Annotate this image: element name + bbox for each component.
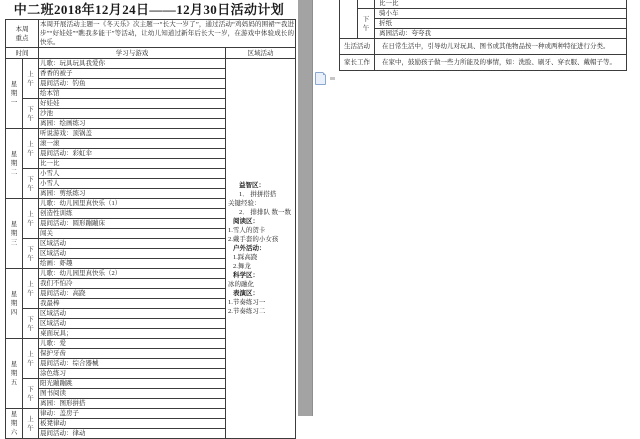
region-line: 2． 排排队 数一数	[239, 209, 291, 216]
header-time: 时间	[6, 48, 39, 59]
life-activity-text: 在日常生活中，引导幼儿对玩具、图书或其他物品按一种或两种特征进行分类。	[375, 39, 627, 55]
activity-cell: 小雪人	[39, 169, 226, 179]
header-learning: 学习与游戏	[39, 48, 226, 59]
region-line: 户外活动：	[233, 245, 266, 252]
activity-cell: 比一比	[39, 159, 226, 169]
activity-cell: 离园：绘画练习	[39, 119, 226, 129]
small-gray-marker-icon	[330, 77, 335, 80]
activity-cell: 晨间活动：圆形蹦蹦床	[39, 219, 226, 229]
activity-cell: 比一比	[375, 0, 627, 9]
header-region: 区域活动	[226, 48, 296, 59]
activity-cell: 区域活动	[39, 319, 226, 329]
day-label-friday: 星期五	[6, 339, 23, 409]
activity-cell: 听说游戏：顶锅盖	[39, 129, 226, 139]
activity-cell: 好娃娃	[39, 99, 226, 109]
region-line: 表演区：	[233, 290, 259, 297]
activity-cell: 折纸	[375, 19, 627, 29]
empty-day-cell	[340, 0, 358, 39]
region-line: 2.戴手套的小女孩	[228, 236, 279, 243]
week-focus-label: 本周重点	[15, 25, 29, 42]
parents-work-label: 家长工作	[340, 55, 375, 71]
pm-label: 下午	[23, 99, 39, 129]
day-label-thursday: 星期四	[6, 269, 23, 339]
am-label: 上午	[23, 129, 39, 169]
activity-cell: 儿歌：玩具玩具我爱你	[39, 59, 226, 69]
activity-cell: 小雪人	[39, 179, 226, 189]
am-label: 上午	[23, 409, 39, 439]
parents-work-text: 在家中，鼓励孩子做一些力所能及的事情，如：洗脸、刷牙、穿衣服、戴帽子等。	[375, 55, 627, 71]
document-page-1	[0, 0, 298, 437]
day-label-monday: 星期一	[6, 59, 23, 129]
week-focus-label-cell	[6, 20, 39, 48]
activity-cell: 离园：剪纸练习	[39, 189, 226, 199]
region-line: 1． 拼拼搭搭	[239, 191, 277, 198]
table-row	[6, 59, 296, 69]
table-row	[340, 9, 627, 19]
region-line: 阅读区：	[233, 218, 259, 225]
am-label: 上午	[23, 59, 39, 99]
day-label-tuesday: 星期二	[6, 129, 23, 199]
activity-cell: 儿歌：幼儿园里真快乐（1）	[39, 199, 226, 209]
activity-cell: 绘画：虾趣	[39, 259, 226, 269]
pm-label: 下午	[358, 9, 375, 39]
region-line: 2.舞龙	[233, 263, 251, 270]
am-label: 上午	[23, 339, 39, 379]
activity-cell: 绘本馆	[39, 89, 226, 99]
weekly-plan-table	[5, 19, 296, 439]
region-line: 益智区：	[239, 182, 265, 189]
region-line: 2.节奏练习二	[228, 308, 266, 315]
activity-cell: 律动：盖房子	[39, 409, 226, 419]
activity-cell: 区域活动	[39, 249, 226, 259]
activity-cell: 我最棒	[39, 299, 226, 309]
activity-cell: 儿歌：爱	[39, 339, 226, 349]
table-row	[340, 55, 627, 71]
activity-cell: 香香的被子	[39, 69, 226, 79]
activity-cell: 滚一滚	[39, 139, 226, 149]
page-gutter	[298, 0, 313, 416]
am-label: 上午	[23, 269, 39, 309]
activity-cell: 晨间活动：律动	[39, 429, 226, 439]
day-label-wednesday: 星期三	[6, 199, 23, 269]
plan-continuation-table	[339, 0, 627, 71]
activity-cell: 图书阅读	[39, 389, 226, 399]
am-label: 上午	[23, 199, 39, 239]
activity-cell: 板凳律动	[39, 419, 226, 429]
region-line: 1.雪人的贺卡	[228, 227, 266, 234]
plan-header-row	[6, 48, 296, 59]
activity-cell: 晨间活动：钓鱼	[39, 79, 226, 89]
activity-cell: 桌面玩具；	[39, 329, 226, 339]
activity-cell: 沙池	[39, 109, 226, 119]
table-row	[340, 19, 627, 29]
week-focus-text: 本周开展活动主题一《冬天乐》次主题一“长大一岁了”，通过活动“鸡妈妈的围裙”“我进步”“好娃娃”“瞧我多能干”等活动，让幼儿知道过新年后长大一岁，在游戏中体验成长的快乐。	[40, 21, 295, 46]
activity-cell: 晨间活动：彩虹伞	[39, 149, 226, 159]
activity-cell: 阳光蹦蹦跳	[39, 379, 226, 389]
region-line: 1.踩高跷	[233, 254, 258, 261]
activity-cell: 涂色练习	[39, 369, 226, 379]
life-activity-label: 生活活动	[340, 39, 375, 55]
region-line: 关键经验：	[228, 200, 261, 207]
activity-cell: 儿歌：幼儿园里真快乐（2）	[39, 269, 226, 279]
activity-cell: 区域活动	[39, 309, 226, 319]
activity-cell: 区域活动	[39, 239, 226, 249]
activity-cell: 保护牙齿	[39, 349, 226, 359]
activity-cell: 创造性训练	[39, 209, 226, 219]
activity-cell: 闯关	[39, 229, 226, 239]
activity-cell: 晨间活动：高跷	[39, 289, 226, 299]
paste-options-icon[interactable]	[315, 72, 326, 85]
activity-cell: 离园活动：夸夸我	[375, 29, 627, 39]
region-line: 1.节奏练习一	[228, 299, 266, 306]
pm-label: 下午	[23, 379, 39, 409]
region-line: 冰的融化	[228, 281, 254, 288]
activity-cell: 离园：图形拼搭	[39, 399, 226, 409]
pm-label: 下午	[23, 169, 39, 199]
document-page-2	[313, 0, 640, 416]
activity-cell: 我们不怕冷	[39, 279, 226, 289]
activity-cell: 晨间活动：综合器械	[39, 359, 226, 369]
table-row	[340, 0, 627, 9]
pm-label: 下午	[23, 239, 39, 269]
region-activities-cell	[226, 59, 296, 439]
pm-label: 下午	[23, 309, 39, 339]
empty-ampm-cell	[358, 0, 375, 9]
week-focus-row	[6, 20, 296, 48]
table-row	[340, 29, 627, 39]
activity-cell: 骑小车	[375, 9, 627, 19]
table-row	[340, 39, 627, 55]
day-label-saturday: 星期六	[6, 409, 23, 439]
page-title: 中二班2018年12月24日——12月30日活动计划	[13, 2, 285, 17]
region-line: 科学区：	[233, 272, 259, 279]
